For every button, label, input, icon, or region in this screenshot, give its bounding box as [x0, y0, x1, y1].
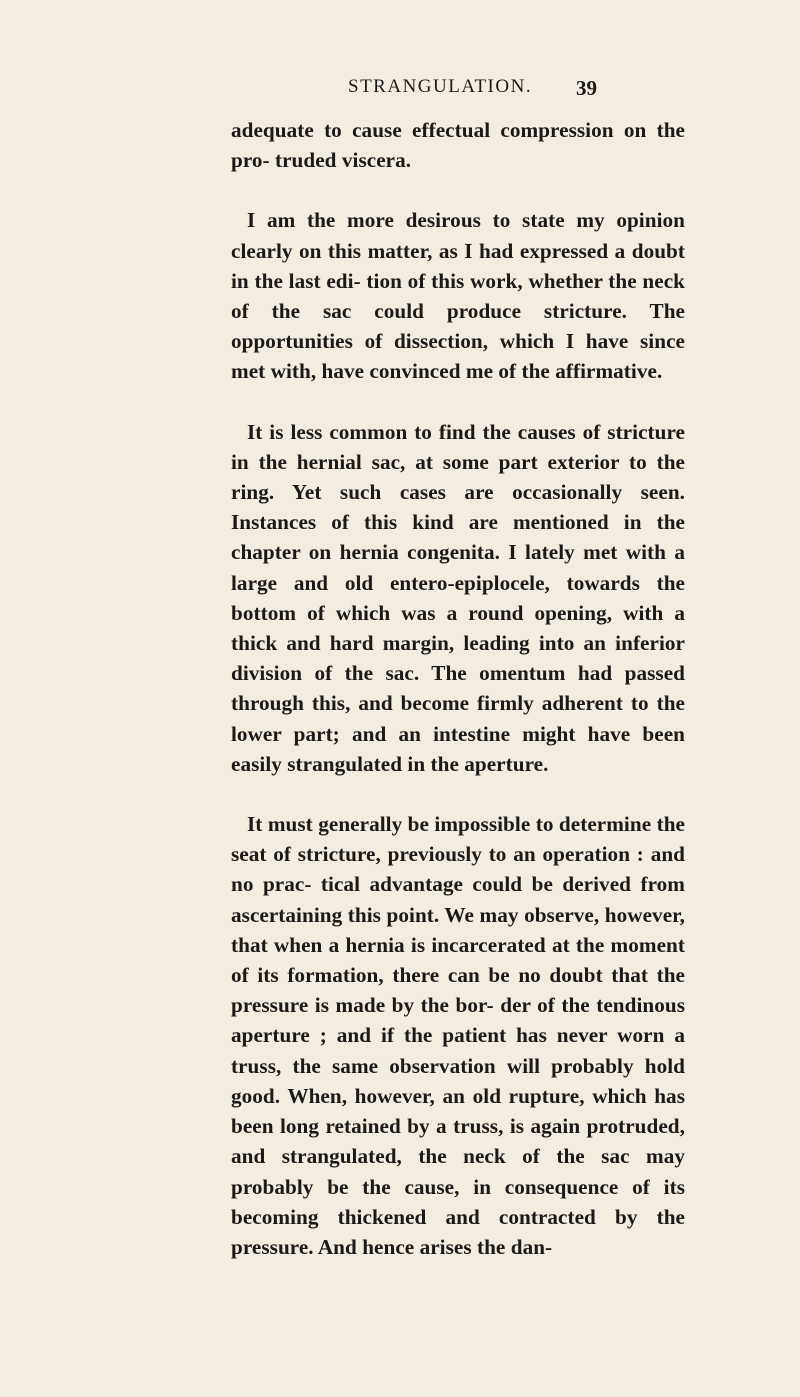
body-text: [231, 115, 685, 1262]
running-head: [0, 76, 800, 106]
paragraph-stricture-seat: It must generally be impossible to determine the seat of stricture, previously to an operation : and no prac- tical advantage could be derived from ascertaining this point. We may observe, however, that when a hernia is incarcerated at the moment of its formation, there can be no doubt that the pressure is made by the bor- der of the tendinous aperture ; and if the patient has never worn a truss, the same observation will probably hold good. When, however, an old rupture, which has been long retained by a truss, is again protruded, and strangulated, the neck of the sac may probably be the cause, in consequence of its becoming thickened and contracted by the pressure. And hence arises the dan-: [231, 812, 685, 1259]
paragraph-continuation: adequate to cause effectual compression on the pro- truded viscera.: [231, 118, 685, 173]
paragraph-stricture-causes: It is less common to find the causes of stricture in the hernial sac, at some part exterior to the ring. Yet such cases are occasionally seen. Instances of this kind are mentioned in the chapter on hernia congenita. I lately met with a large and old entero-epiplocele, towards the bottom of which was a round opening, with a thick and hard margin, leading into an inferior division of the sac. The omentum had passed through this, and become firmly adherent to the lower part; and an intestine might have been easily strangulated in the aperture.: [231, 419, 685, 776]
running-title: STRANGULATION.: [348, 76, 533, 97]
page-number: 39: [576, 76, 597, 100]
paragraph-opinion: I am the more desirous to state my opinion clearly on this matter, as I had expressed a doubt in the last edi- tion of this work, whether the neck of the sac could produce stricture. The opportunities of dissection, which I have since met with, have convinced me of the affirmative.: [231, 208, 685, 384]
